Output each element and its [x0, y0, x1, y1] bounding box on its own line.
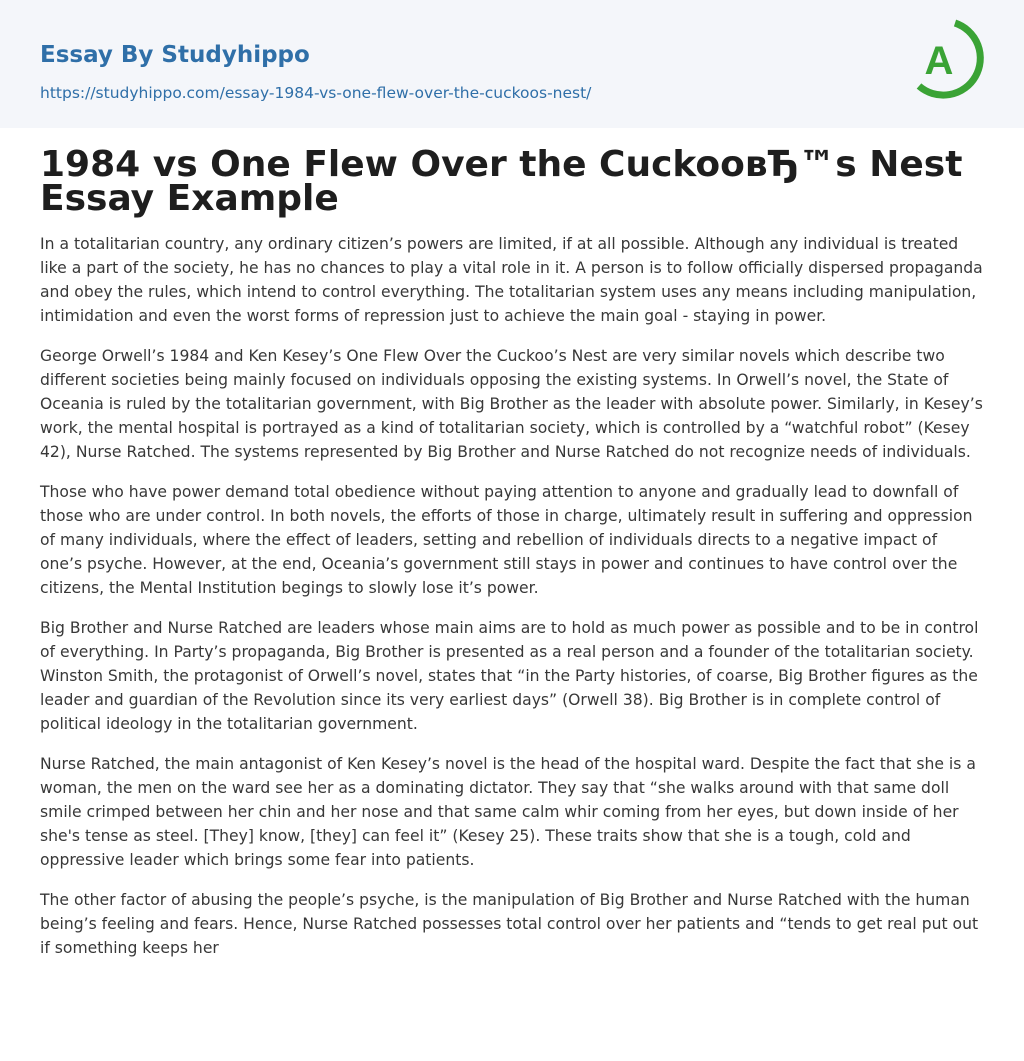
essay-paragraph-6: The other factor of abusing the people’s psyche, is the manipulation of Big Brother and Nurse Ratched with the human being’s feeling and fears. Hence, Nurse Ratched possesses total control over her patients and “tends to get real put out if something keeps her — [40, 891, 979, 957]
essay-paragraph-3: Those who have power demand total obedience without paying attention to anyone and gradually lead to downfall of those who are under control. In both novels, the efforts of those in charge, ultimately result in suffering and oppression of many individuals, where the effect of leaders, setting and rebellion of individuals directs to a negative impact of one’s psyche. However, at the end, Oceania’s government still stays in power and continues to have control over the citizens, the Mental Institution begings to slowly lose it’s power. — [40, 483, 973, 597]
source-url-link[interactable]: https://studyhippo.com/essay-1984-vs-one-flew-over-the-cuckoos-nest/ — [40, 84, 592, 102]
essay-paragraph-1: In a totalitarian country, any ordinary citizen’s powers are limited, if at all possible. Although any individual is treated like a part of the society, he has no chances to play a vital role in it. A person is to follow officially dispersed propaganda and obey the rules, which intend to control everything. The totalitarian system uses any means including manipulation, intimidation and even the worst forms of repression just to achieve the main goal - staying in power. — [40, 235, 983, 325]
studyhippo-logo-icon[interactable] — [908, 17, 988, 107]
article-body — [0, 128, 1024, 960]
logo-letter: A — [924, 39, 954, 83]
essay-paragraph-4: Big Brother and Nurse Ratched are leaders whose main aims are to hold as much power as possible and to be in control of everything. In Party’s propaganda, Big Brother is presented as a real person and a founder of the totalitarian society. Winston Smith, the protagonist of Orwell’s novel, states that “in the Party histories, of coarse, Big Brother figures as the leader and guardian of the Revolution since its very earliest days” (Orwell 38). Big Brother is in complete control of political ideology in the totalitarian government. — [40, 619, 979, 733]
site-header — [0, 0, 1024, 128]
essay-paragraph-2: George Orwell’s 1984 and Ken Kesey’s One Flew Over the Cuckoo’s Nest are very similar novels which describe two different societies being mainly focused on individuals opposing the existing systems. In Orwell’s novel, the State of Oceania is ruled by the totalitarian government, with Big Brother as the leader with absolute power. Similarly, in Kesey’s work, the mental hospital is portrayed as a kind of totalitarian society, which is controlled by a “watchful robot” (Kesey 42), Nurse Ratched. The systems represented by Big Brother and Nurse Ratched do not recognize needs of individuals. — [40, 347, 983, 461]
essay-paragraph-5: Nurse Ratched, the main antagonist of Ken Kesey’s novel is the head of the hospital ward. Despite the fact that she is a woman, the men on the ward see her as a dominating dictator. They say that “she walks around with that same doll smile crimped between her chin and her nose and that same calm whir coming from her eyes, but down inside of her she's tense as steel. [They] know, [they] can feel it” (Kesey 25). These traits show that she is a tough, cold and oppressive leader which brings some fear into patients. — [40, 755, 976, 869]
brand-title[interactable]: Essay By Studyhippo — [40, 42, 310, 68]
essay-title: 1984 vs One Flew Over the CuckooвЂ™s Nest Essay Example — [40, 144, 963, 219]
